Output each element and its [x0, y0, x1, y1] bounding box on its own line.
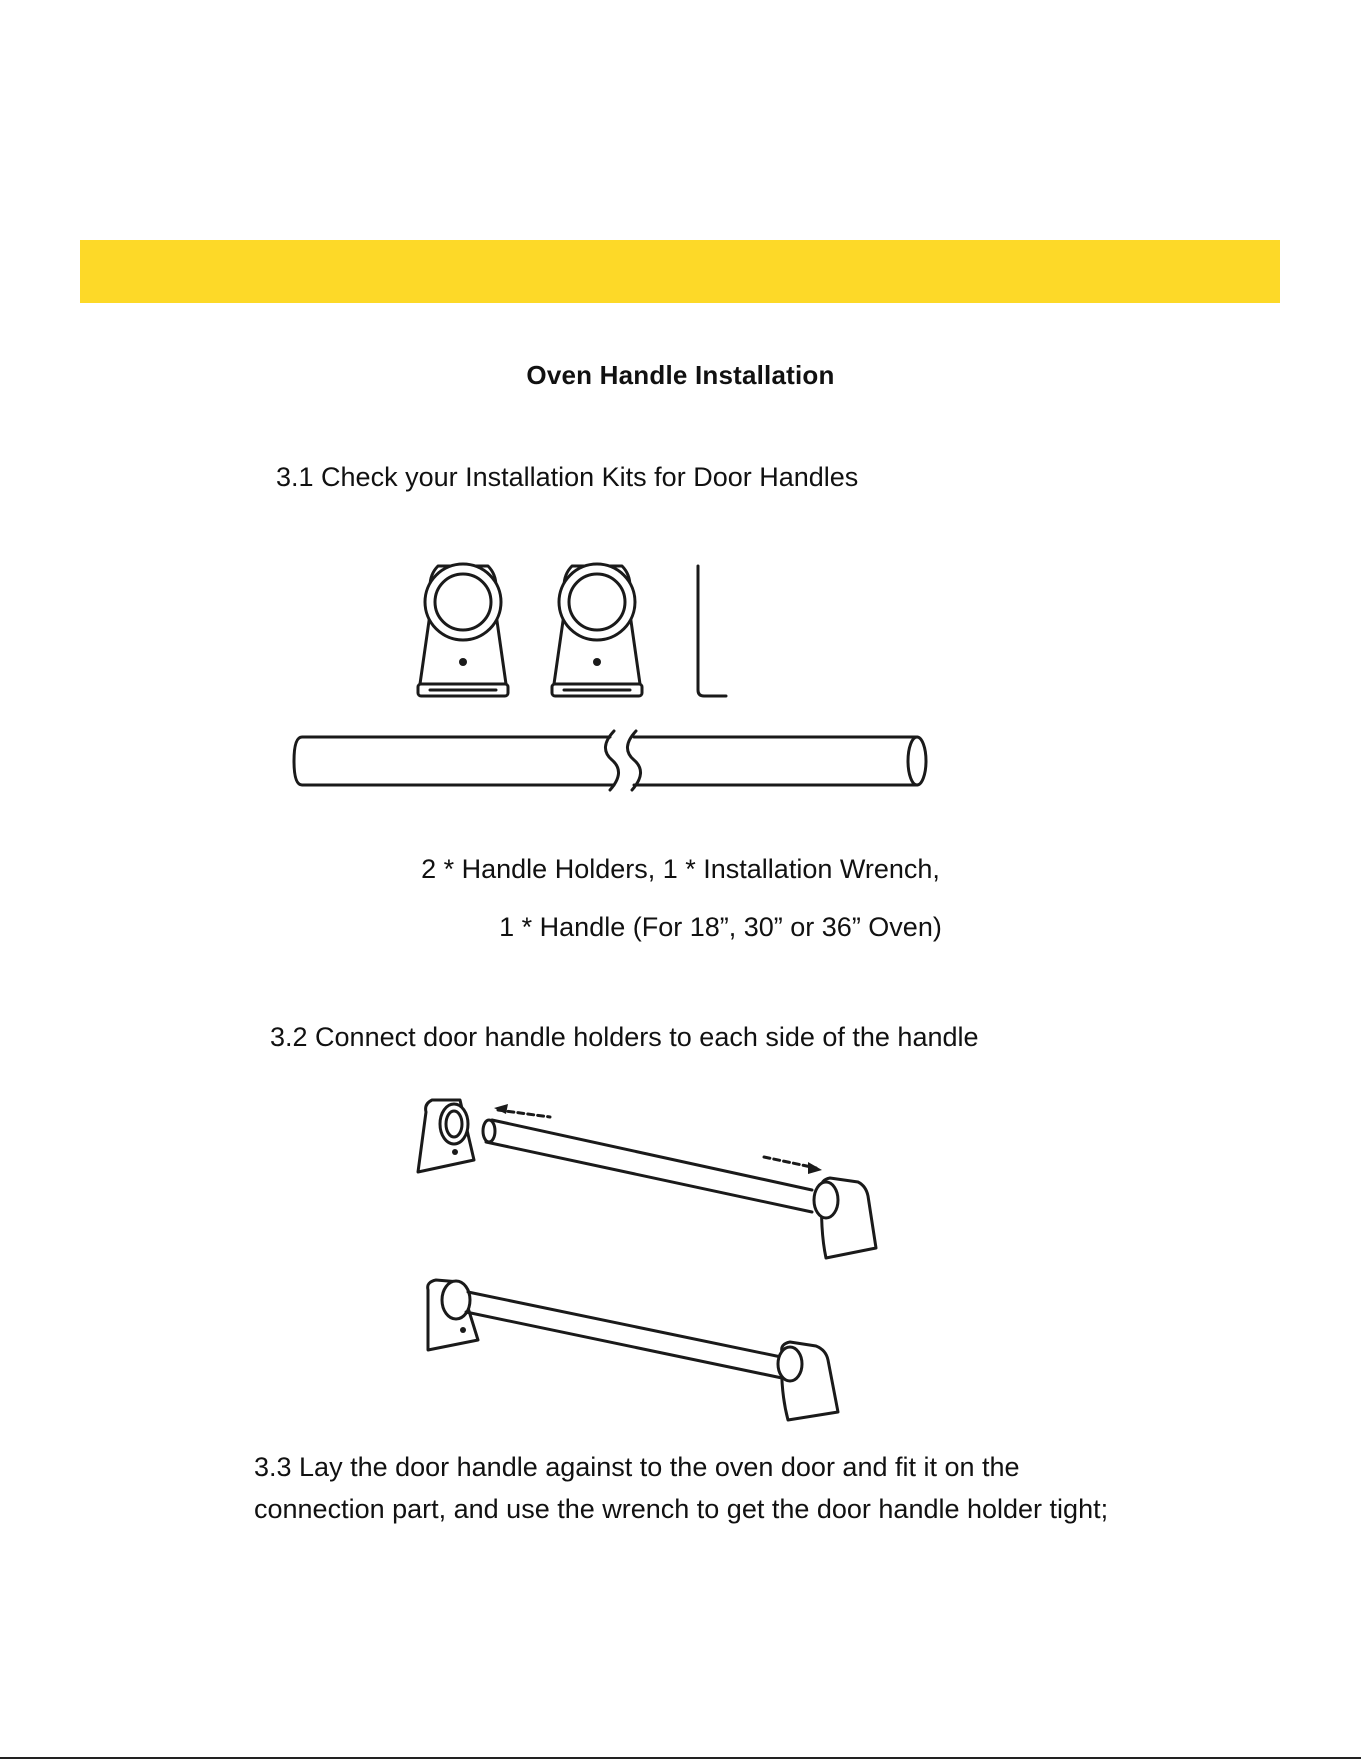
handle-rod-icon: [294, 731, 926, 790]
page-title: Oven Handle Installation: [526, 360, 835, 390]
kit-caption-line-1: 2 * Handle Holders, 1 * Installation Wrench,: [421, 854, 940, 884]
page-bottom-rule: [0, 1757, 1361, 1759]
kit-caption-line-2: 1 * Handle (For 18”, 30” or 36” Oven): [499, 912, 942, 942]
step-3-3-text: 3.3 Lay the door handle against to the oven door and fit it on the connection part, and use the wrench to get the door handle holder tight;: [254, 1452, 1109, 1524]
handle-assembly-connected: [428, 1280, 838, 1420]
wrench-icon: [698, 566, 726, 696]
step-3-1-heading: 3.1 Check your Installation Kits for Door Handles: [276, 462, 859, 492]
handle-assembly-exploded: [418, 1100, 876, 1258]
handle-holder-icon: [552, 564, 642, 696]
step-3-2-heading: 3.2 Connect door handle holders to each side of the handle: [270, 1022, 979, 1052]
handle-holder-icon: [418, 564, 508, 696]
